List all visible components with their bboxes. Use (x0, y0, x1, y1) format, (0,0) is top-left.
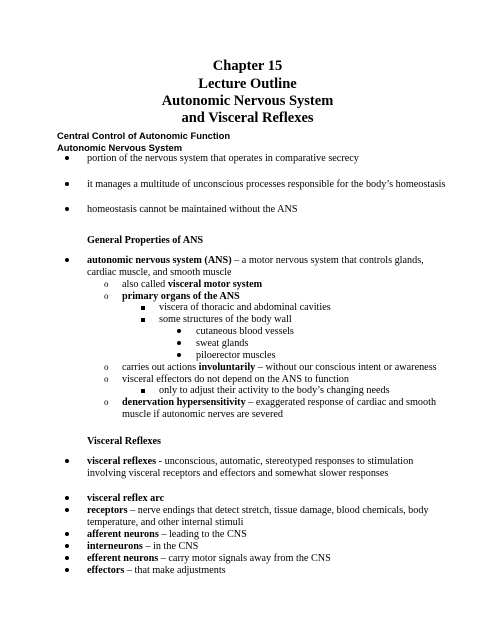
effectors-rest: – that make adjustments (124, 565, 226, 576)
efferent-item (87, 553, 331, 565)
bullet-icon (65, 540, 71, 546)
receptors-rest-1: – nerve endings that detect stretch, tissue damage, blood chemicals, body (127, 505, 429, 516)
viscera-item: viscera of thoracic and abdominal cavities (159, 302, 331, 313)
afferent-item (87, 529, 247, 541)
carries-item (122, 362, 437, 374)
effectors-item (87, 565, 226, 577)
primary-organs: primary organs of the ANS (122, 291, 240, 302)
only-adjust-item: only to adjust their activity to the body’s changing needs (159, 385, 390, 396)
also-prefix: also called (122, 279, 168, 290)
square-bullet-icon (141, 318, 145, 322)
denervation-term: denervation hypersensitivity (122, 397, 246, 408)
bullet-icon (65, 564, 71, 570)
denervation-rest-2: muscle if autonomic nerves are severed (122, 409, 283, 420)
bullet-icon (177, 325, 183, 331)
vr-rest-2: involving visceral receptors and effectors and somewhat slower responses (87, 468, 389, 479)
square-bullet-icon (141, 389, 145, 393)
efferent-rest: – carry motor signals away from the CNS (158, 553, 331, 564)
receptors-rest-2: temperature, and other internal stimuli (87, 517, 244, 528)
bullet-icon (65, 455, 71, 461)
also-called (122, 279, 262, 291)
ans-term: autonomic nervous system (ANS) (87, 255, 232, 266)
section-heading: Central Control of Autonomic Function (57, 130, 231, 141)
denervation-item (122, 397, 436, 409)
ans-rest-2: cardiac muscle, and smooth muscle (87, 267, 232, 278)
carries-term: involuntarily (198, 362, 256, 373)
denervation-rest-1: – exaggerated response of cardiac and smooth (245, 397, 437, 408)
visceral-reflexes-item (87, 456, 413, 468)
bullet-icon (65, 528, 71, 534)
circle-bullet-icon: o (104, 374, 109, 384)
sweat-item: sweat glands (196, 338, 249, 349)
afferent-rest: – leading to the CNS (158, 529, 247, 540)
interneurons-rest: – in the CNS (142, 541, 199, 552)
afferent-term: afferent neurons (87, 529, 159, 540)
bullet-icon (65, 203, 71, 209)
reflexes-heading: Visceral Reflexes (87, 436, 162, 447)
circle-bullet-icon: o (104, 279, 109, 289)
reflex-arc-item: visceral reflex arc (87, 493, 165, 504)
interneurons-term: interneurons (87, 541, 143, 552)
circle-bullet-icon: o (104, 397, 109, 407)
bullet-icon (65, 504, 71, 510)
effectors-term: effectors (87, 565, 125, 576)
general-heading: General Properties of ANS (87, 235, 204, 246)
bullet-icon (65, 492, 71, 498)
title-line-4: and Visceral Reflexes (181, 110, 314, 126)
vr-rest-1: - unconscious, automatic, stereotyped responses to stimulation (156, 456, 414, 467)
cutaneous-item: cutaneous blood vessels (196, 326, 294, 337)
section-bullet-3: homeostasis cannot be maintained without the ANS (87, 204, 298, 215)
title-line-1: Chapter 15 (212, 58, 283, 74)
circle-bullet-icon: o (104, 291, 109, 301)
section-subheading: Autonomic Nervous System (57, 142, 183, 153)
bullet-icon (65, 178, 71, 184)
visceral-effectors-item: visceral effectors do not depend on the ANS to function (122, 374, 349, 385)
receptors-term: receptors (87, 505, 128, 516)
bullet-icon (65, 254, 71, 260)
carries-rest: – without our conscious intent or awareness (255, 362, 437, 373)
structures-item: some structures of the body wall (159, 314, 292, 325)
efferent-term: efferent neurons (87, 553, 159, 564)
section-bullet-2: it manages a multitude of unconscious processes responsible for the body’s homeostasis (87, 179, 446, 190)
square-bullet-icon (141, 306, 145, 310)
pilo-item: piloerector muscles (196, 350, 276, 361)
bullet-icon (177, 337, 183, 343)
bullet-icon (65, 552, 71, 558)
interneurons-item (87, 541, 198, 553)
ans-rest-1: – a motor nervous system that controls glands, (231, 255, 424, 266)
vr-term: visceral reflexes (87, 456, 157, 467)
carries-prefix: carries out actions (122, 362, 199, 373)
section-bullet-1: portion of the nervous system that operates in comparative secrecy (87, 153, 359, 164)
receptors-item (87, 505, 429, 517)
bullet-icon (177, 349, 183, 355)
title-line-3: Autonomic Nervous System (161, 93, 334, 109)
bullet-icon (65, 152, 71, 158)
circle-bullet-icon: o (104, 362, 109, 372)
ans-definition (87, 255, 424, 267)
also-term: visceral motor system (167, 279, 263, 290)
title-line-2: Lecture Outline (198, 76, 297, 92)
